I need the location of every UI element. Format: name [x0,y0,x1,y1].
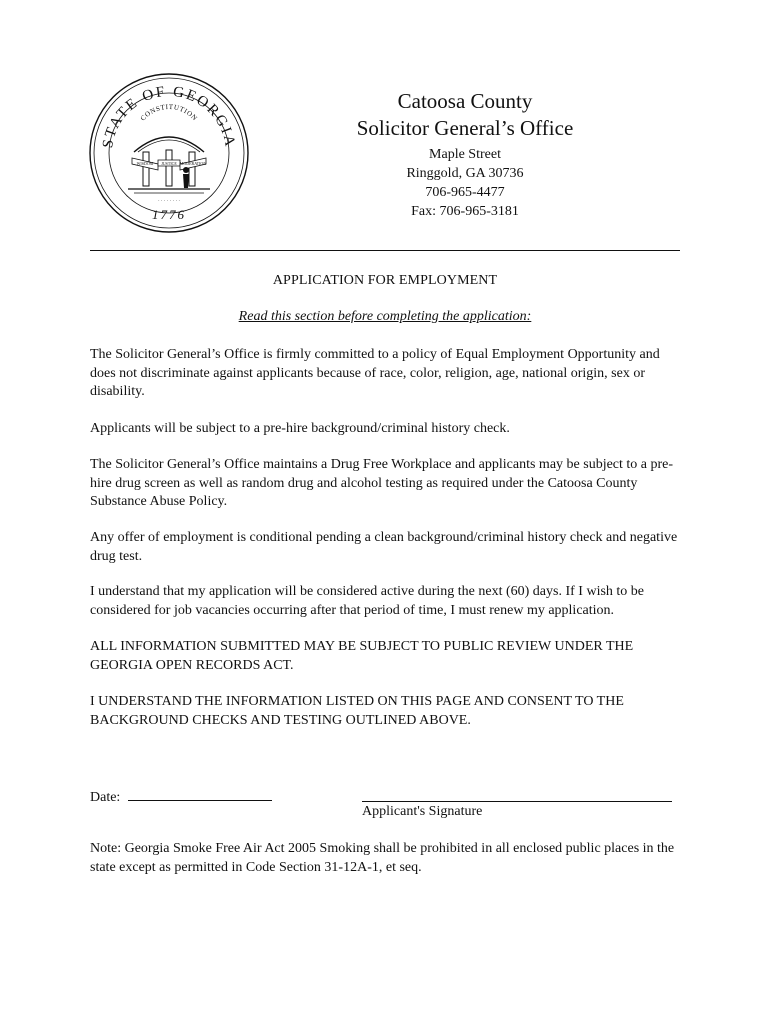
equal-opportunity-paragraph: The Solicitor General’s Office is firmly committed to a policy of Equal Employment Opportunity and does not discriminate against applicants because of race, color, religion, age, national origin, sex or disability. [90,347,660,399]
county-name: Catoosa County [397,89,533,113]
fax-number: Fax: 706-965-3181 [411,204,519,219]
street-address: Maple Street [429,147,501,162]
date-field-row [90,786,272,806]
office-header [300,88,630,221]
svg-text:CONSTITUTION: CONSTITUTION [138,102,200,123]
svg-text:JUSTICE: JUSTICE [161,161,177,166]
svg-text:· · · · · · · ·: · · · · · · · · [157,199,181,204]
address-block [300,145,630,221]
georgia-state-seal-icon [88,72,250,234]
svg-text:STATE OF GEORGIA: STATE OF GEORGIA [100,83,238,150]
signature-blank-line[interactable] [362,801,672,802]
city-state-zip: Ringgold, GA 30736 [406,166,524,181]
open-records-paragraph: ALL INFORMATION SUBMITTED MAY BE SUBJECT TO PUBLIC REVIEW UNDER THE GEORGIA OPEN RECORDS ACT. [90,639,634,673]
instruction-heading: Read this section before completing the application: [238,309,532,324]
conditional-offer-paragraph: Any offer of employment is conditional pending a clean background/criminal history check and negative drug test. [90,530,678,564]
header-divider [90,250,680,251]
date-label: Date: [90,790,121,805]
svg-text:1776: 1776 [152,207,186,222]
office-name: Solicitor General’s Office [356,116,574,140]
svg-text:WISDOM: WISDOM [136,161,154,166]
document-title: APPLICATION FOR EMPLOYMENT [272,273,498,288]
application-active-paragraph: I understand that my application will be considered active during the next (60) days. If I wish to be considered for job vacancies occurring after that period of time, I must renew my application. [90,584,645,618]
signature-label: Applicant's Signature [362,804,483,819]
background-check-paragraph: Applicants will be subject to a pre-hire background/criminal history check. [90,421,510,436]
date-blank-line[interactable] [128,786,272,801]
consent-paragraph: I UNDERSTAND THE INFORMATION LISTED ON THIS PAGE AND CONSENT TO THE BACKGROUND CHECKS AND TESTING OUTLINED ABOVE. [90,694,624,728]
phone-number: 706-965-4477 [425,185,505,200]
drug-free-paragraph: The Solicitor General’s Office maintains a Drug Free Workplace and applicants may be subject to a pre-hire drug screen as well as random drug and alcohol testing as required under the Catoosa County Substance Abuse Policy. [90,457,674,509]
svg-text:MODERATION: MODERATION [179,161,207,166]
smoke-free-note: Note: Georgia Smoke Free Air Act 2005 Smoking shall be prohibited in all enclosed public places in the state except as permitted in Code Section 31-12A-1, et seq. [90,841,675,875]
